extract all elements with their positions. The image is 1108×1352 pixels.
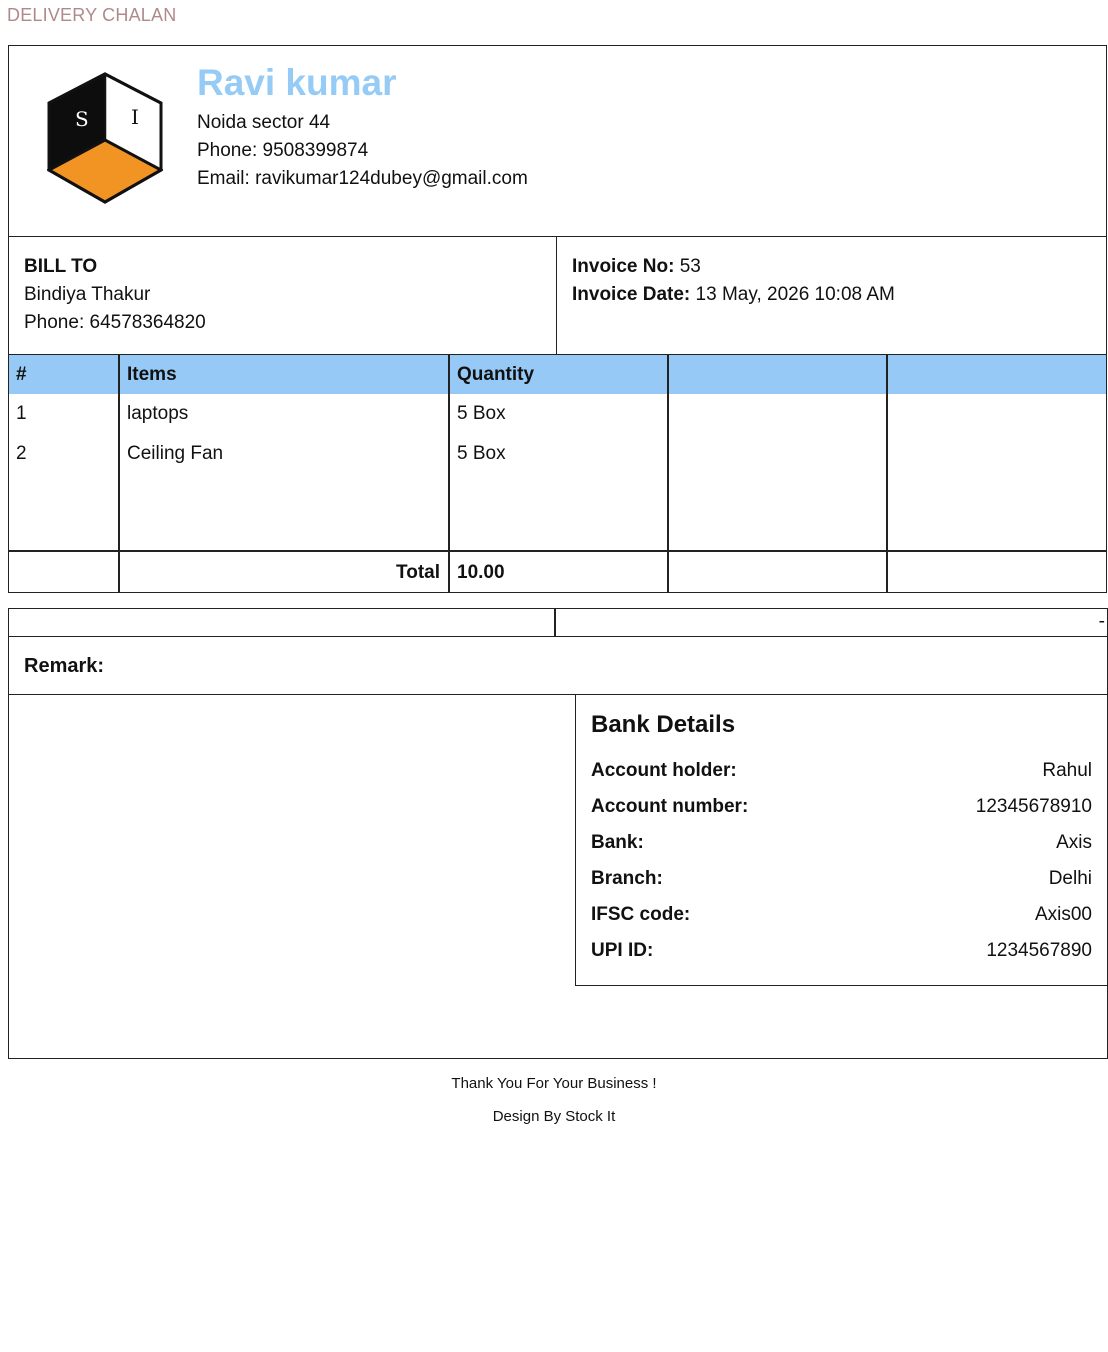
invoice-info-section: [556, 236, 1107, 355]
row-item: laptops: [127, 403, 189, 424]
bank-details-title: Bank Details: [591, 711, 736, 738]
bank-label: UPI ID:: [591, 940, 654, 961]
bank-label: Bank:: [591, 832, 644, 853]
bill-to-heading: BILL TO: [24, 256, 98, 277]
company-email: Email: ravikumar124dubey@gmail.com: [197, 168, 528, 189]
bank-row-upi: [591, 940, 1092, 964]
bank-value: Axis: [1056, 832, 1092, 853]
summary-strip: [8, 608, 1108, 637]
company-logo-icon: [47, 72, 163, 204]
footer-thanks: Thank You For Your Business !: [451, 1075, 657, 1092]
invoice-number-label: Invoice No:: [572, 256, 675, 277]
summary-right-marker: -: [1098, 611, 1105, 632]
invoice-date-row: [572, 284, 895, 306]
column-header-quantity: Quantity: [457, 364, 535, 385]
bank-row-bank: [591, 832, 1092, 856]
bank-details-panel: [575, 694, 1108, 986]
bill-to-phone: Phone: 64578364820: [24, 312, 206, 333]
row-quantity: 5 Box: [457, 443, 506, 464]
bank-row-ifsc: [591, 904, 1092, 928]
bank-label: Branch:: [591, 868, 663, 889]
bank-label: Account holder:: [591, 760, 737, 781]
bill-to-section: [8, 236, 557, 355]
total-value: 10.00: [457, 562, 505, 583]
invoice-number-row: [572, 256, 701, 278]
company-address: Noida sector 44: [197, 112, 331, 133]
invoice-date-value: 13 May, 2026 10:08 AM: [695, 284, 895, 305]
bank-value: Rahul: [1042, 760, 1092, 781]
document-title: DELIVERY CHALAN: [7, 5, 177, 25]
total-label: Total: [396, 562, 440, 583]
remark-section: [8, 636, 1108, 695]
bank-row-account-holder: [591, 760, 1092, 784]
row-index: 2: [16, 443, 27, 464]
row-item: Ceiling Fan: [127, 443, 224, 464]
remark-label: Remark:: [24, 655, 105, 677]
bank-label: IFSC code:: [591, 904, 691, 925]
company-name: Ravi kumar: [197, 62, 397, 103]
items-table: [8, 354, 1107, 593]
bank-row-branch: [591, 868, 1092, 892]
column-header-items: Items: [127, 364, 177, 385]
logo-letter-s: S: [75, 107, 89, 131]
invoice-number-value: 53: [679, 256, 701, 277]
bank-value: 1234567890: [986, 940, 1092, 961]
bank-label: Account number:: [591, 796, 749, 817]
bank-value: 12345678910: [975, 796, 1092, 817]
row-index: 1: [16, 403, 27, 424]
company-header: [8, 45, 1107, 237]
bank-value: Delhi: [1048, 868, 1092, 889]
invoice-date-label: Invoice Date:: [572, 284, 691, 305]
logo-letter-i: I: [131, 105, 139, 129]
column-header-index: #: [16, 364, 27, 385]
bank-row-account-number: [591, 796, 1092, 820]
bank-value: Axis00: [1034, 904, 1092, 925]
company-phone: Phone: 9508399874: [197, 140, 369, 161]
row-quantity: 5 Box: [457, 403, 506, 424]
bill-to-name: Bindiya Thakur: [24, 284, 151, 305]
footer-credit: Design By Stock It: [492, 1108, 616, 1125]
